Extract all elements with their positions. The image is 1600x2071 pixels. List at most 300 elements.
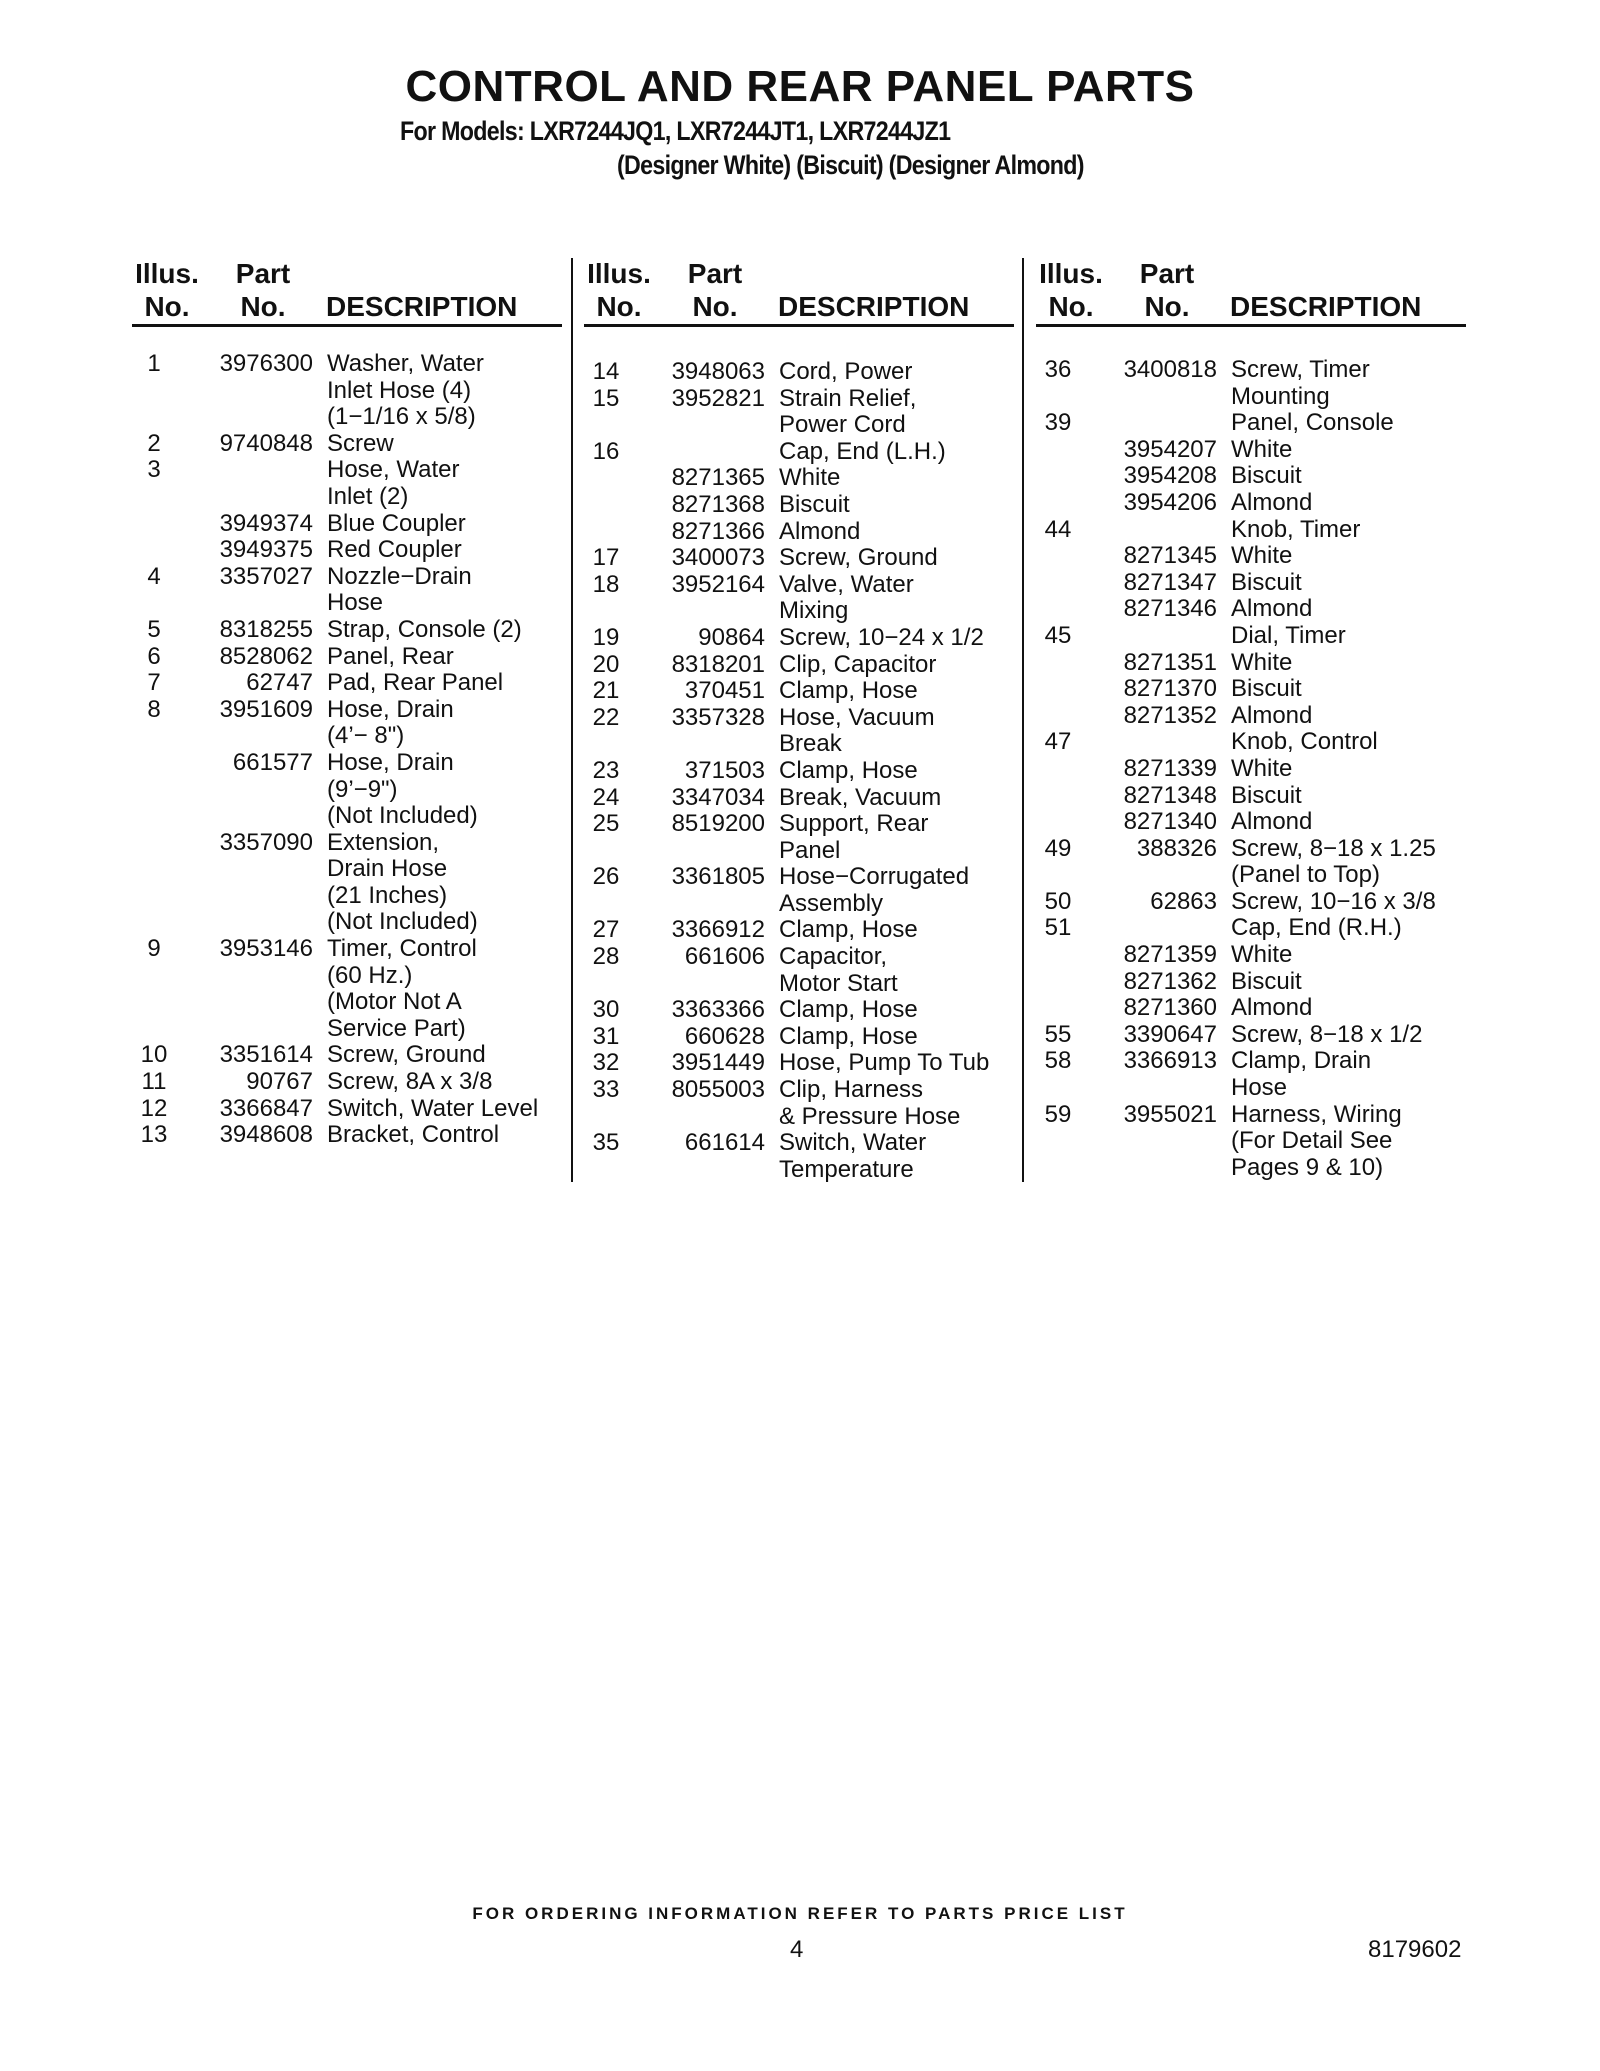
part-row	[1036, 809, 1466, 836]
part-row	[132, 644, 562, 671]
part-number: 3949375	[219, 536, 313, 564]
part-number: 8271346	[1123, 595, 1217, 623]
part-number: 8528062	[219, 642, 313, 670]
part-description: Break	[779, 730, 842, 758]
part-number: 8318201	[671, 650, 765, 678]
part-number: 3361805	[671, 863, 765, 891]
part-row	[132, 484, 562, 511]
part-description: Extension,	[327, 828, 440, 856]
part-row	[1036, 463, 1466, 490]
illus-number: 15	[592, 384, 620, 412]
header-description: DESCRIPTION	[1230, 291, 1422, 322]
part-description: Mixing	[779, 597, 849, 625]
part-description: Bracket, Control	[327, 1121, 500, 1149]
part-number: 8271340	[1123, 808, 1217, 836]
parts-column-1	[132, 258, 562, 1149]
part-description: Screw, 8−18 x 1/2	[1231, 1020, 1423, 1048]
part-description: Strain Relief,	[779, 384, 917, 412]
part-row	[584, 785, 1014, 812]
illus-number: 44	[1044, 515, 1072, 543]
part-row	[1036, 862, 1466, 889]
header-illus-no: No.	[596, 291, 642, 322]
part-number: 661606	[684, 943, 765, 971]
header-illus: Illus.	[587, 258, 651, 289]
colors-subtitle: (Designer White) (Biscuit) (Designer Almond)	[617, 150, 1084, 180]
part-number: 660628	[684, 1022, 765, 1050]
part-row	[1036, 1022, 1466, 1049]
part-row	[1036, 623, 1466, 650]
part-row	[1036, 836, 1466, 863]
illus-number: 20	[592, 650, 620, 678]
header-illus-no: No.	[1048, 291, 1094, 322]
part-row	[132, 537, 562, 564]
part-description: Almond	[1231, 701, 1313, 729]
part-description: (For Detail See	[1231, 1127, 1393, 1155]
header-part-no: No.	[240, 291, 286, 322]
part-description: Almond	[779, 517, 861, 545]
part-number: 3390647	[1123, 1020, 1217, 1048]
part-description: (1−1/16 x 5/8)	[327, 403, 476, 431]
part-row	[584, 1104, 1014, 1131]
part-row	[584, 652, 1014, 679]
part-row	[132, 431, 562, 458]
illus-number: 33	[592, 1076, 620, 1104]
part-number: 8271359	[1123, 941, 1217, 969]
part-description: Almond	[1231, 595, 1313, 623]
part-row	[1036, 437, 1466, 464]
part-number: 3948063	[671, 358, 765, 385]
part-row	[132, 404, 562, 431]
part-number: 62863	[1150, 887, 1217, 915]
illus-number: 51	[1044, 914, 1072, 942]
part-description: Mounting	[1231, 382, 1330, 410]
header-part-no: No.	[1144, 291, 1190, 322]
part-description: Inlet Hose (4)	[327, 376, 472, 404]
part-description: Dial, Timer	[1231, 621, 1346, 649]
part-description: Screw, 8A x 3/8	[327, 1068, 493, 1096]
part-description: White	[1231, 941, 1293, 969]
part-description: Screw, Ground	[779, 544, 938, 572]
part-row	[584, 465, 1014, 492]
illus-number: 49	[1044, 834, 1072, 862]
part-row	[1036, 490, 1466, 517]
part-number: 388326	[1136, 834, 1217, 862]
part-row	[1036, 783, 1466, 810]
part-description: Screw	[327, 429, 394, 457]
part-number: 661577	[232, 748, 313, 776]
part-row	[584, 944, 1014, 971]
part-description: Screw, Timer	[1231, 356, 1370, 383]
part-row	[132, 1122, 562, 1149]
illus-number: 21	[592, 677, 620, 705]
part-row	[1036, 756, 1466, 783]
part-row	[584, 917, 1014, 944]
illus-number: 47	[1044, 728, 1072, 756]
part-number: 8318255	[219, 615, 313, 643]
part-description: Hose	[327, 589, 384, 617]
part-row	[132, 883, 562, 910]
document-number: 8179602	[1368, 1936, 1462, 1963]
part-number: 9740848	[219, 429, 313, 457]
column-divider	[571, 258, 573, 1182]
part-row	[584, 625, 1014, 652]
part-row	[132, 564, 562, 591]
part-number: 3949374	[219, 509, 313, 537]
part-row	[132, 803, 562, 830]
illus-number: 58	[1044, 1047, 1072, 1075]
header-illus: Illus.	[135, 258, 199, 289]
part-row	[1036, 942, 1466, 969]
illus-number: 45	[1044, 621, 1072, 649]
part-number: 3952164	[671, 570, 765, 598]
part-row	[132, 590, 562, 617]
part-row	[1036, 517, 1466, 544]
part-row	[1036, 410, 1466, 437]
part-number: 3366912	[671, 916, 765, 944]
part-row	[132, 830, 562, 857]
part-row	[584, 412, 1014, 439]
illus-number: 36	[1044, 356, 1072, 383]
part-number: 3954208	[1123, 462, 1217, 490]
part-row	[132, 856, 562, 883]
part-row	[132, 723, 562, 750]
part-description: Clamp, Drain	[1231, 1047, 1372, 1075]
part-description: White	[779, 464, 841, 492]
part-row	[1036, 357, 1466, 384]
part-description: Screw, Ground	[327, 1041, 486, 1069]
parts-column-3	[1036, 258, 1466, 1181]
part-number: 8271347	[1123, 568, 1217, 596]
part-description: Blue Coupler	[327, 509, 466, 537]
illus-number: 19	[592, 623, 620, 651]
part-row	[132, 989, 562, 1016]
part-row	[584, 545, 1014, 572]
part-description: Biscuit	[1231, 967, 1302, 995]
part-description: Knob, Timer	[1231, 515, 1361, 543]
models-subtitle: For Models: LXR7244JQ1, LXR7244JT1, LXR7244JZ1	[400, 116, 951, 146]
part-description: White	[1231, 648, 1293, 676]
part-row	[132, 1042, 562, 1069]
part-description: Switch, Water Level	[327, 1094, 539, 1122]
part-description: (21 Inches)	[327, 881, 448, 909]
part-number: 3366847	[219, 1094, 313, 1122]
part-description: (4’− 8")	[327, 722, 405, 750]
part-row	[1036, 676, 1466, 703]
illus-number: 24	[592, 783, 620, 811]
part-description: Clamp, Hose	[779, 756, 918, 784]
part-number: 3351614	[219, 1041, 313, 1069]
part-row	[584, 1130, 1014, 1157]
part-row	[132, 777, 562, 804]
part-row	[1036, 1102, 1466, 1129]
part-row	[1036, 650, 1466, 677]
part-description: Temperature	[779, 1155, 914, 1183]
part-description: Cap, End (L.H.)	[779, 437, 946, 465]
parts-list	[1036, 357, 1466, 1181]
part-description: Screw, 10−16 x 3/8	[1231, 887, 1436, 915]
part-row	[584, 811, 1014, 838]
header-description: DESCRIPTION	[778, 291, 970, 322]
part-description: Hose	[1231, 1074, 1288, 1102]
part-description: Clamp, Hose	[779, 677, 918, 705]
part-row	[1036, 1155, 1466, 1182]
part-number: 371503	[684, 756, 765, 784]
part-number: 8271370	[1123, 675, 1217, 703]
part-description: & Pressure Hose	[779, 1102, 961, 1130]
part-row	[584, 864, 1014, 891]
part-description: Support, Rear	[779, 810, 929, 838]
illus-number: 11	[141, 1068, 167, 1096]
parts-list	[132, 351, 562, 1149]
illus-number: 5	[147, 615, 161, 643]
part-number: 370451	[684, 677, 765, 705]
part-description: Clamp, Hose	[779, 996, 918, 1024]
part-description: Clamp, Hose	[779, 916, 918, 944]
part-number: 8519200	[671, 810, 765, 838]
illus-number: 55	[1044, 1020, 1072, 1048]
part-description: White	[1231, 435, 1293, 463]
part-row	[132, 750, 562, 777]
part-number: 8271339	[1123, 754, 1217, 782]
part-description: Hose, Pump To Tub	[779, 1049, 990, 1077]
part-description: Inlet (2)	[327, 482, 409, 510]
part-description: Hose, Drain	[327, 695, 454, 723]
column-header	[1036, 258, 1466, 327]
part-number: 3948608	[219, 1121, 313, 1149]
part-row	[584, 1077, 1014, 1104]
part-description: Screw, 10−24 x 1/2	[779, 623, 984, 651]
part-row	[1036, 729, 1466, 756]
ordering-footer: FOR ORDERING INFORMATION REFER TO PARTS PRICE LIST	[472, 1904, 1128, 1923]
part-description: Screw, 8−18 x 1.25	[1231, 834, 1436, 862]
part-row	[584, 439, 1014, 466]
part-description: (Panel to Top)	[1231, 861, 1380, 889]
header-illus-no: No.	[144, 291, 190, 322]
part-row	[1036, 596, 1466, 623]
illus-number: 28	[592, 943, 620, 971]
part-description: Almond	[1231, 808, 1313, 836]
part-number: 3951449	[671, 1049, 765, 1077]
part-row	[584, 997, 1014, 1024]
part-description: Biscuit	[1231, 781, 1302, 809]
illus-number: 17	[592, 544, 620, 572]
part-description: Almond	[1231, 994, 1313, 1022]
part-row	[1036, 1128, 1466, 1155]
part-number: 8271368	[671, 490, 765, 518]
header-part: Part	[1139, 258, 1195, 289]
part-number: 3357027	[219, 562, 313, 590]
part-description: Panel, Console	[1231, 409, 1394, 437]
part-description: Hose−Corrugated	[779, 863, 970, 891]
header-part-no: No.	[692, 291, 738, 322]
part-row	[584, 758, 1014, 785]
illus-number: 9	[147, 935, 161, 963]
part-description: Pages 9 & 10)	[1231, 1153, 1384, 1181]
illus-number: 32	[592, 1049, 620, 1077]
part-number: 8055003	[671, 1076, 765, 1104]
part-row	[1036, 384, 1466, 411]
part-description: Capacitor,	[779, 943, 888, 971]
part-number: 8271345	[1123, 542, 1217, 570]
illus-number: 7	[147, 669, 161, 697]
illus-number: 35	[592, 1129, 620, 1157]
part-description: (Not Included)	[327, 908, 478, 936]
part-row	[584, 492, 1014, 519]
part-description: Red Coupler	[327, 536, 462, 564]
part-description: Hose, Vacuum	[779, 703, 935, 731]
part-description: Motor Start	[779, 969, 898, 997]
part-number: 661614	[684, 1129, 765, 1157]
part-row	[584, 1050, 1014, 1077]
illus-number: 27	[592, 916, 620, 944]
part-row	[1036, 1075, 1466, 1102]
part-number: 90864	[698, 623, 765, 651]
part-number: 3954207	[1123, 435, 1217, 463]
column-header	[584, 258, 1014, 327]
column-divider	[1022, 258, 1024, 1182]
part-description: Pad, Rear Panel	[327, 669, 504, 697]
page-number: 4	[790, 1936, 804, 1963]
part-number: 3951609	[219, 695, 313, 723]
part-row	[1036, 889, 1466, 916]
part-number: 8271366	[671, 517, 765, 545]
part-description: Service Part)	[327, 1014, 466, 1042]
illus-number: 3	[147, 456, 161, 484]
part-number: 3976300	[219, 350, 313, 377]
part-row	[1036, 543, 1466, 570]
illus-number: 59	[1044, 1100, 1072, 1128]
part-description: Knob, Control	[1231, 728, 1378, 756]
part-description: Panel, Rear	[327, 642, 454, 670]
part-number: 3347034	[671, 783, 765, 811]
part-number: 3952821	[671, 384, 765, 412]
illus-number: 18	[592, 570, 620, 598]
part-number: 3955021	[1123, 1100, 1217, 1128]
part-row	[584, 386, 1014, 413]
part-row	[132, 1069, 562, 1096]
column-header	[132, 258, 562, 327]
part-row	[1036, 703, 1466, 730]
part-row	[1036, 969, 1466, 996]
part-description: Break, Vacuum	[779, 783, 942, 811]
part-description: Clip, Harness	[779, 1076, 924, 1104]
illus-number: 2	[147, 429, 161, 457]
part-description: Hose, Drain	[327, 748, 454, 776]
part-row	[584, 598, 1014, 625]
part-row	[584, 519, 1014, 546]
part-number: 3357090	[219, 828, 313, 856]
part-description: Washer, Water	[327, 350, 484, 377]
part-number: 8271360	[1123, 994, 1217, 1022]
illus-number: 26	[592, 863, 620, 891]
illus-number: 31	[592, 1022, 620, 1050]
part-row	[132, 378, 562, 405]
part-description: Strap, Console (2)	[327, 615, 522, 643]
part-number: 62747	[246, 669, 313, 697]
part-number: 8271352	[1123, 701, 1217, 729]
part-description: Nozzle−Drain	[327, 562, 472, 590]
part-description: Switch, Water	[779, 1129, 927, 1157]
part-description: (Motor Not A	[327, 988, 462, 1016]
parts-list	[584, 359, 1014, 1183]
part-description: Timer, Control	[327, 935, 477, 963]
part-description: Almond	[1231, 488, 1313, 516]
part-description: Assembly	[779, 889, 884, 917]
illus-number: 23	[592, 756, 620, 784]
part-row	[132, 936, 562, 963]
part-description: Drain Hose	[327, 855, 448, 883]
part-description: Biscuit	[1231, 675, 1302, 703]
part-description: Biscuit	[1231, 462, 1302, 490]
part-row	[132, 963, 562, 990]
part-row	[584, 705, 1014, 732]
part-number: 3400818	[1123, 356, 1217, 383]
part-number: 90767	[246, 1068, 313, 1096]
part-number: 8271348	[1123, 781, 1217, 809]
part-description: Panel	[779, 836, 841, 864]
illus-number: 14	[592, 358, 620, 385]
illus-number: 22	[592, 703, 620, 731]
part-row	[584, 1157, 1014, 1184]
illus-number: 16	[592, 437, 620, 465]
part-row	[584, 971, 1014, 998]
part-number: 3366913	[1123, 1047, 1217, 1075]
part-description: Valve, Water	[779, 570, 914, 598]
part-row	[132, 1096, 562, 1123]
part-number: 3357328	[671, 703, 765, 731]
part-row	[132, 1016, 562, 1043]
illus-number: 30	[592, 996, 620, 1024]
part-description: Biscuit	[779, 490, 850, 518]
part-row	[132, 670, 562, 697]
part-row	[584, 891, 1014, 918]
part-number: 8271362	[1123, 967, 1217, 995]
part-row	[1036, 1048, 1466, 1075]
part-description: Harness, Wiring	[1231, 1100, 1402, 1128]
part-description: Hose, Water	[327, 456, 460, 484]
part-number: 3363366	[671, 996, 765, 1024]
part-number: 3954206	[1123, 488, 1217, 516]
part-row	[584, 572, 1014, 599]
illus-number: 10	[140, 1041, 168, 1069]
part-description: (Not Included)	[327, 802, 478, 830]
part-row	[584, 731, 1014, 758]
part-description: Power Cord	[779, 411, 906, 439]
parts-column-2	[584, 258, 1014, 1183]
header-illus: Illus.	[1039, 258, 1103, 289]
illus-number: 50	[1044, 887, 1072, 915]
illus-number: 39	[1044, 409, 1072, 437]
illus-number: 6	[147, 642, 161, 670]
part-description: Biscuit	[1231, 568, 1302, 596]
header-description: DESCRIPTION	[326, 291, 518, 322]
part-description: Cord, Power	[779, 358, 913, 385]
part-description: (9’−9")	[327, 775, 398, 803]
part-row	[584, 359, 1014, 386]
part-row	[132, 617, 562, 644]
illus-number: 25	[592, 810, 620, 838]
part-row	[132, 697, 562, 724]
part-row	[132, 511, 562, 538]
page-title: CONTROL AND REAR PANEL PARTS	[405, 62, 1195, 111]
illus-number: 13	[140, 1121, 168, 1149]
part-description: Clip, Capacitor	[779, 650, 937, 678]
illus-number: 12	[140, 1094, 168, 1122]
part-row	[1036, 570, 1466, 597]
part-number: 8271365	[671, 464, 765, 492]
part-description: (60 Hz.)	[327, 961, 413, 989]
part-number: 3953146	[219, 935, 313, 963]
